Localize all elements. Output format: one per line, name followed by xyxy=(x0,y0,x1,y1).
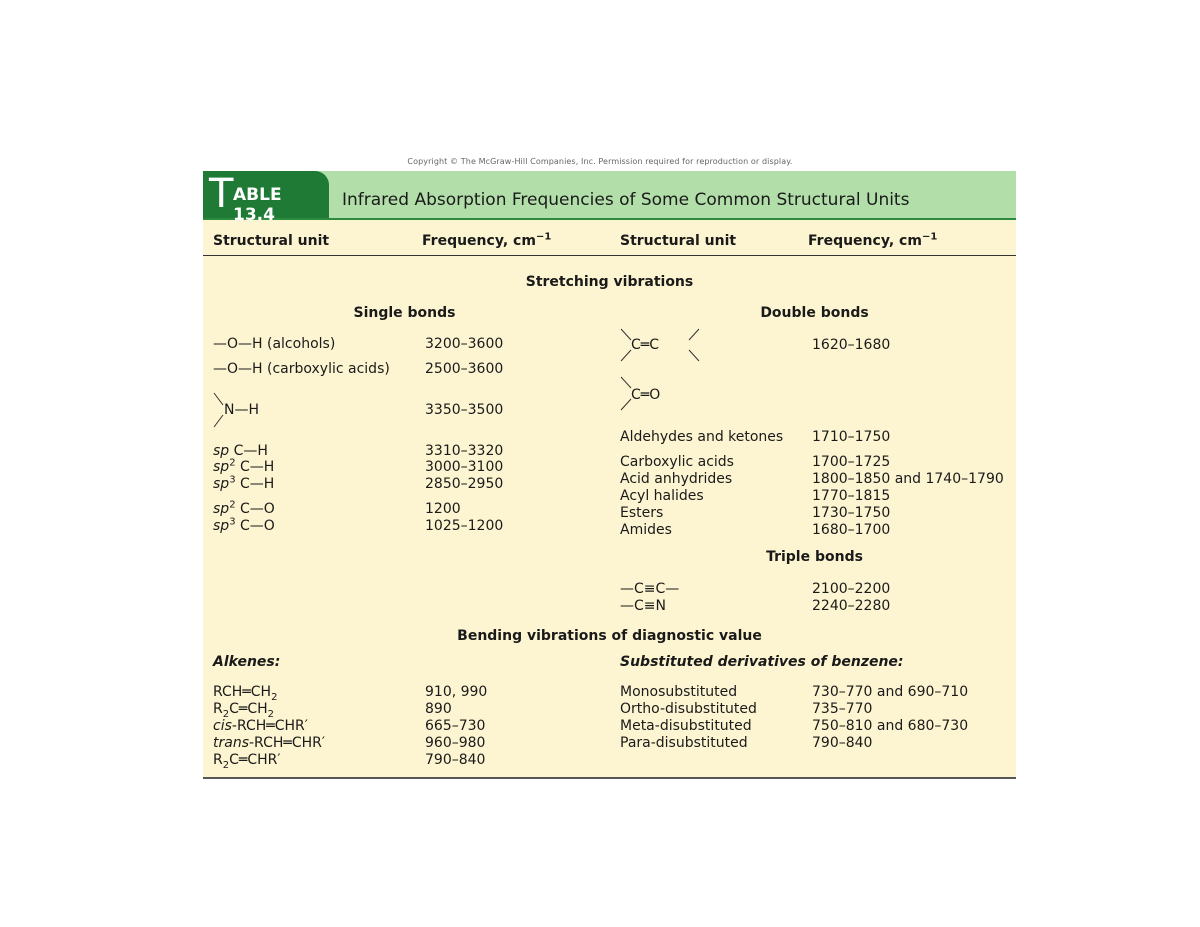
anhydrides-unit: Acid anhydrides xyxy=(620,471,733,487)
oh-alcohols-frequency: 3200–3600 xyxy=(425,336,504,352)
aldehydes-unit: Aldehydes and ketones xyxy=(620,429,784,445)
sp3-co-unit: $sp^3$ C—O xyxy=(213,516,275,534)
meta-unit: Meta-disubstituted xyxy=(620,718,752,734)
bending-heading: Bending vibrations of diagnostic value xyxy=(457,628,762,644)
mono-unit: Monosubstituted xyxy=(620,684,738,700)
stretching-heading: Stretching vibrations xyxy=(525,274,694,290)
alkene-geminal-frequency: 890 xyxy=(425,701,452,717)
nitrile-unit: —C≡N xyxy=(620,598,666,614)
sp-ch-frequency: 3310–3320 xyxy=(425,443,504,459)
aldehydes-frequency: 1710–1750 xyxy=(812,429,891,445)
sp2-ch-frequency: 3000–3100 xyxy=(425,459,504,475)
alkene-trisubstituted-frequency: 790–840 xyxy=(425,752,486,768)
sp3-ch-unit: $sp^3$ C—H xyxy=(213,474,275,492)
table-label-initial: T xyxy=(209,171,234,217)
esters-unit: Esters xyxy=(620,505,664,521)
column-header-frequency-1: Frequency, $cm^{-1}$ xyxy=(422,231,552,249)
nitrile-frequency: 2240–2280 xyxy=(812,598,891,614)
esters-frequency: 1730–1750 xyxy=(812,505,891,521)
alkene-trans-frequency: 960–980 xyxy=(425,735,486,751)
table-header xyxy=(203,171,1016,225)
carboxylic-unit: Carboxylic acids xyxy=(620,454,734,470)
nh-frequency: 3350–3500 xyxy=(425,402,504,418)
ortho-unit: Ortho-disubstituted xyxy=(620,701,757,717)
alkene-trisubstituted-unit: $R_2C═CHR'$ xyxy=(213,752,281,771)
alkene-cis-frequency: 665–730 xyxy=(425,718,486,734)
anhydrides-frequency: 1800–1850 and 1740–1790 xyxy=(812,471,1004,487)
sp2-co-frequency: 1200 xyxy=(425,501,461,517)
single-bonds-heading: Single bonds xyxy=(353,305,456,321)
para-unit: Para-disubstituted xyxy=(620,735,748,751)
amides-frequency: 1680–1700 xyxy=(812,522,891,538)
alkene-trans-unit: trans-RCH═CHR′ xyxy=(213,735,326,751)
double-bonds-heading: Double bonds xyxy=(760,305,869,321)
table-label xyxy=(203,171,329,225)
acyl-unit: Acyl halides xyxy=(620,488,704,504)
bottom-rule xyxy=(203,777,1016,779)
oh-acids-frequency: 2500–3600 xyxy=(425,361,504,377)
ortho-frequency: 735–770 xyxy=(812,701,873,717)
column-header-unit-2: Structural unit xyxy=(620,233,737,249)
sp3-co-frequency: 1025–1200 xyxy=(425,518,504,534)
alkyne-frequency: 2100–2200 xyxy=(812,581,891,597)
meta-frequency: 750–810 and 680–730 xyxy=(812,718,969,734)
alkyne-unit: —C≡C— xyxy=(620,581,680,597)
sp3-ch-frequency: 2850–2950 xyxy=(425,476,504,492)
table-panel xyxy=(203,171,1016,779)
sp2-ch-unit: $sp^2$ C—H xyxy=(213,457,275,475)
co-double-unit: C═O xyxy=(631,387,661,403)
nh-unit: N—H xyxy=(224,402,259,418)
acyl-frequency: 1770–1815 xyxy=(812,488,891,504)
alkenes-heading: Alkenes: xyxy=(213,654,281,670)
para-frequency: 790–840 xyxy=(812,735,873,751)
alkene-cis-unit: cis-RCH═CHR′ xyxy=(213,718,308,734)
copyright-notice: Copyright © The McGraw-Hill Companies, Inc. Permission required for reproduction or display. xyxy=(407,157,793,166)
cc-double-frequency: 1620–1680 xyxy=(812,337,891,353)
table-label-number: ABLE 13.4 xyxy=(233,185,282,225)
carboxylic-frequency: 1700–1725 xyxy=(812,454,891,470)
oh-acids-unit: —O—H (carboxylic acids) xyxy=(213,361,390,377)
cc-double-unit: C═C xyxy=(631,337,659,353)
sp2-co-unit: $sp^2$ C—O xyxy=(213,499,275,517)
column-header-unit-1: Structural unit xyxy=(213,233,330,249)
alkene-geminal-unit: $R_2C═CH_2$ xyxy=(213,701,274,720)
table-title: Infrared Absorption Frequencies of Some Common Structural Units xyxy=(342,190,910,210)
column-header-frequency-2: Frequency, $cm^{-1}$ xyxy=(808,231,938,249)
alkene-terminal-frequency: 910, 990 xyxy=(425,684,488,700)
oh-alcohols-unit: —O—H (alcohols) xyxy=(213,336,336,352)
sp-ch-unit: sp C—H xyxy=(213,443,268,459)
header-rule xyxy=(203,255,1016,256)
triple-bonds-heading: Triple bonds xyxy=(766,549,863,565)
benzene-heading: Substituted derivatives of benzene: xyxy=(620,654,904,670)
mono-frequency: 730–770 and 690–710 xyxy=(812,684,969,700)
amides-unit: Amides xyxy=(620,522,672,538)
alkene-terminal-unit: $RCH═CH_2$ xyxy=(213,684,278,703)
